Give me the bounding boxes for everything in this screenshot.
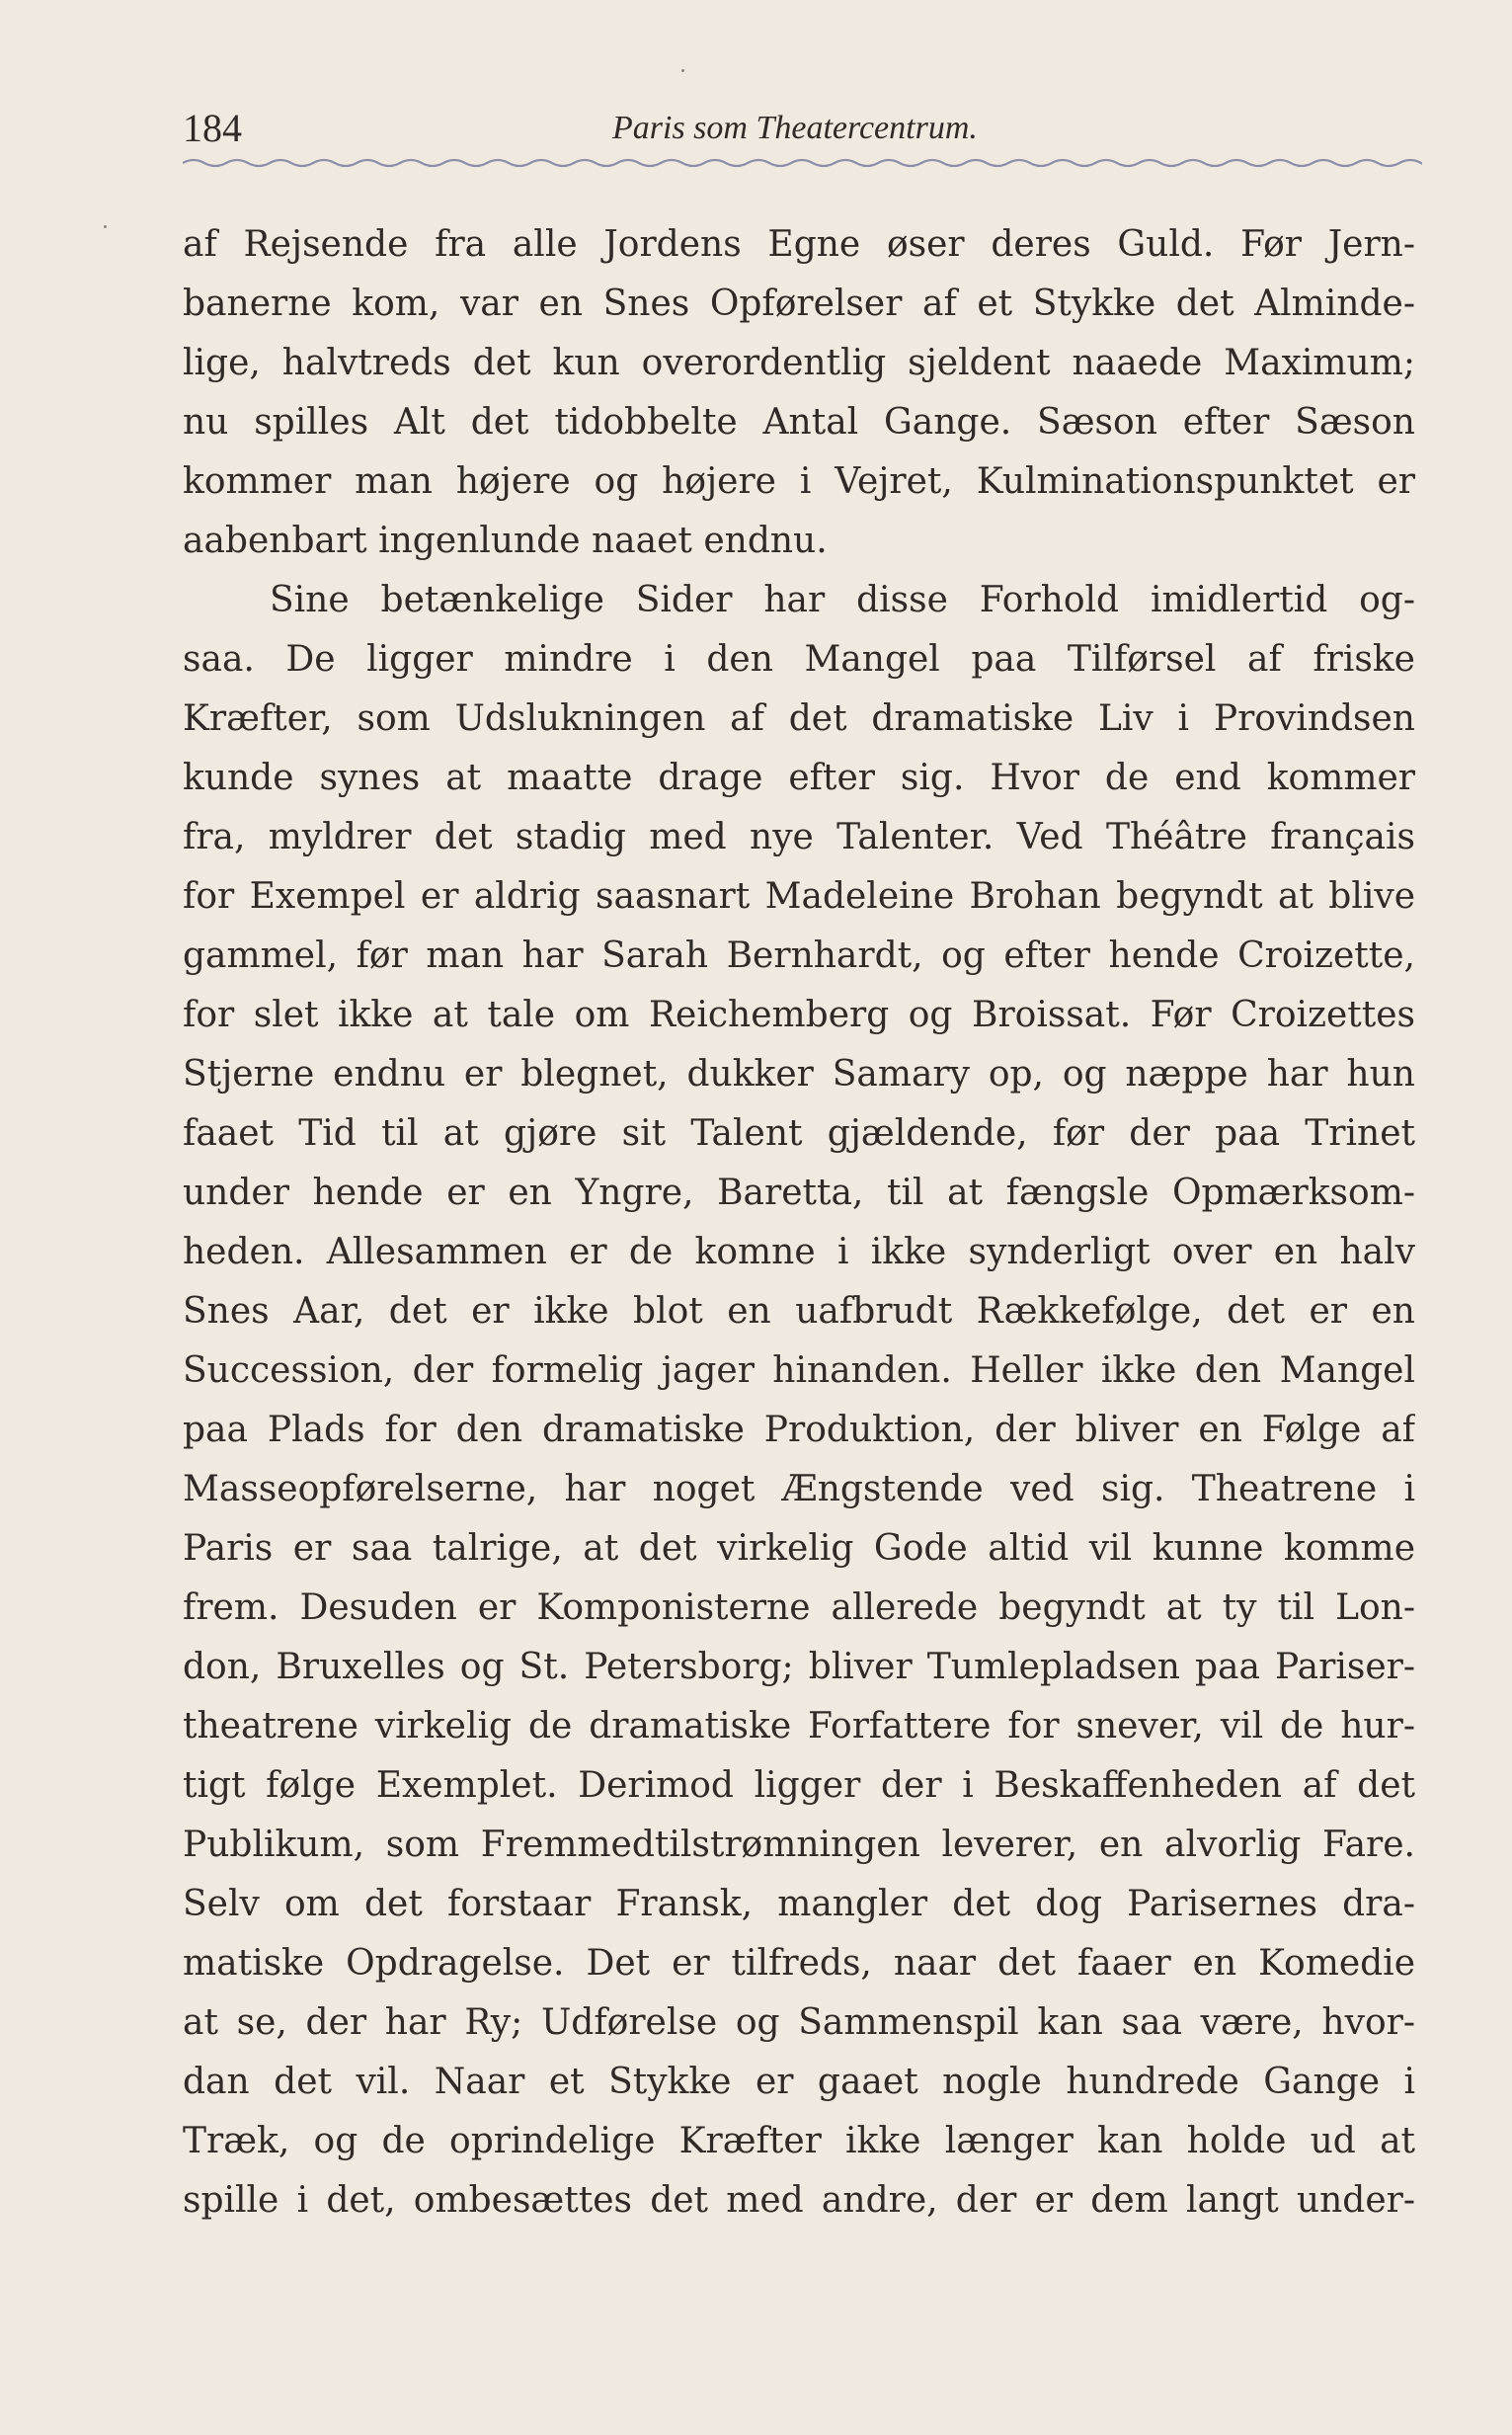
text-line: Succession, der formelig jager hinanden. Heller ikke den Mangel xyxy=(183,1350,1415,1391)
text-line: nu spilles Alt det tidobbelte Antal Gange. Sæson efter Sæson xyxy=(183,402,1415,443)
text-line: lige, halvtreds det kun overordentlig sjeldent naaede Maximum; xyxy=(183,343,1415,383)
text-line: kommer man højere og højere i Vejret, Kulminationspunktet er xyxy=(183,461,1415,502)
text-line: gammel, før man har Sarah Bernhardt, og efter hende Croizette, xyxy=(183,935,1415,976)
paper-speck xyxy=(681,69,684,72)
text-line: af Rejsende fra alle Jordens Egne øser deres Guld. Før Jern- xyxy=(183,224,1415,265)
text-line: matiske Opdragelse. Det er tilfreds, naar det faaer en Komedie xyxy=(183,1943,1415,1984)
text-line: at se, der har Ry; Udførelse og Sammenspil kan saa være, hvor- xyxy=(183,2002,1415,2043)
text-line: for Exempel er aldrig saasnart Madeleine Brohan begyndt at blive xyxy=(183,876,1415,917)
text-line: Træk, og de oprindelige Kræfter ikke længer kan holde ud at xyxy=(183,2121,1415,2161)
text-line: banerne kom, var en Snes Opførelser af et Stykke det Alminde- xyxy=(183,284,1415,324)
page-number: 184 xyxy=(183,106,242,150)
text-line: fra, myldrer det stadig med nye Talenter. Ved Théâtre français xyxy=(183,817,1415,857)
paper-speck xyxy=(104,225,107,228)
text-line: Snes Aar, det er ikke blot en uafbrudt Rækkefølge, det er en xyxy=(183,1291,1415,1332)
text-line: aabenbart ingenlunde naaet endnu. xyxy=(183,521,828,561)
text-line: Paris er saa talrige, at det virkelig Gode altid vil kunne komme xyxy=(183,1528,1415,1569)
running-title: Paris som Theatercentrum. xyxy=(612,110,978,146)
text-line: theatrene virkelig de dramatiske Forfattere for snever, vil de hur- xyxy=(183,1706,1415,1746)
text-line: for slet ikke at tale om Reichemberg og Broissat. Før Croizettes xyxy=(183,995,1415,1035)
text-line: Masseopførelserne, har noget Ængstende ved sig. Theatrene i xyxy=(183,1469,1415,1509)
text-line: Sine betænkelige Sider har disse Forhold imidlertid og- xyxy=(270,580,1415,620)
text-line: frem. Desuden er Komponisterne allerede begyndt at ty til Lon- xyxy=(183,1587,1415,1628)
text-line: Selv om det forstaar Fransk, mangler det dog Parisernes dra- xyxy=(183,1884,1415,1924)
wavy-rule-ornament xyxy=(183,154,1422,172)
text-line: Stjerne endnu er blegnet, dukker Samary op, og næppe har hun xyxy=(183,1054,1415,1095)
body-text xyxy=(183,215,1415,2231)
text-line: kunde synes at maatte drage efter sig. Hvor de end kommer xyxy=(183,758,1415,798)
text-line: paa Plads for den dramatiske Produktion, der bliver en Følge af xyxy=(183,1410,1415,1450)
text-line: heden. Allesammen er de komne i ikke synderligt over en halv xyxy=(183,1232,1415,1272)
text-line: saa. De ligger mindre i den Mangel paa Tilførsel af friske xyxy=(183,639,1415,680)
text-line: dan det vil. Naar et Stykke er gaaet nogle hundrede Gange i xyxy=(183,2062,1415,2102)
text-line: spille i det, ombesættes det med andre, der er dem langt under- xyxy=(183,2180,1415,2221)
text-line: Publikum, som Fremmedtilstrømningen leverer, en alvorlig Fare. xyxy=(183,1825,1415,1865)
text-line: under hende er en Yngre, Baretta, til at fængsle Opmærksom- xyxy=(183,1173,1415,1213)
text-line: faaet Tid til at gjøre sit Talent gjældende, før der paa Trinet xyxy=(183,1113,1415,1154)
text-line: don, Bruxelles og St. Petersborg; bliver Tumlepladsen paa Pariser- xyxy=(183,1647,1415,1687)
text-line: tigt følge Exemplet. Derimod ligger der i Beskaffenheden af det xyxy=(183,1765,1415,1806)
text-line: Kræfter, som Udslukningen af det dramatiske Liv i Provindsen xyxy=(183,698,1415,739)
